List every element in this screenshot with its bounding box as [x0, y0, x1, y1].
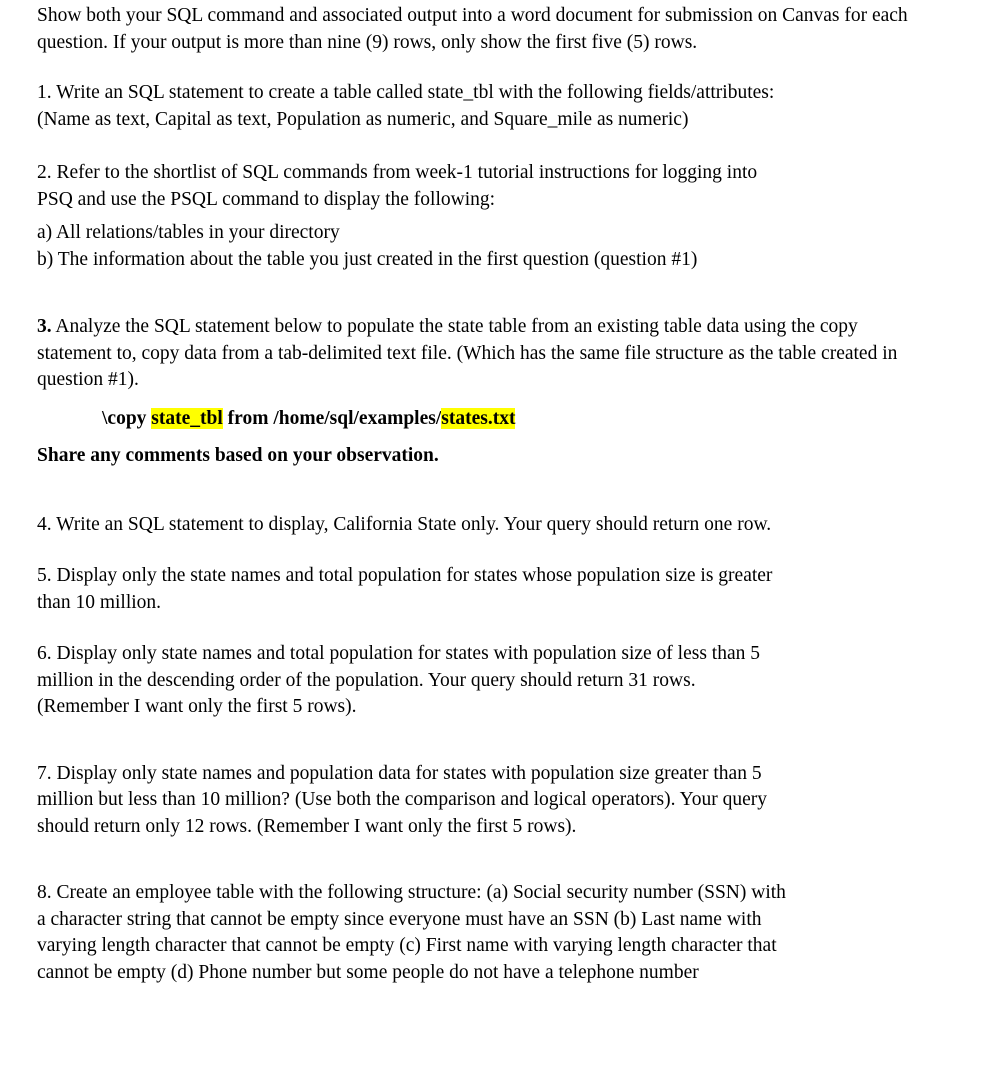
copy-command-table-highlight: state_tbl: [151, 407, 223, 429]
question-2-subitems: [37, 220, 917, 273]
question-3: [37, 314, 917, 394]
question-8-line-2: a character string that cannot be empty since everyone must have an SSN (b) Last name with: [37, 908, 762, 930]
question-8-line-1: 8. Create an employee table with the following structure: (a) Social security number (SSN) with: [37, 882, 786, 903]
question-2-item-a: a) All relations/tables in your directory: [37, 222, 340, 243]
question-7: [37, 761, 917, 841]
question-3-number: 3.: [37, 316, 52, 337]
question-2-line-2: PSQ and use the PSQL command to display the following:: [37, 188, 496, 210]
question-2-line-1: 2. Refer to the shortlist of SQL commands from week-1 tutorial instructions for logging into: [37, 162, 758, 183]
intro-paragraph: Show both your SQL command and associated output into a word document for submission on Canvas for each question. If your output is more than nine (9) rows, only show the first five (5) rows.: [37, 5, 908, 53]
copy-command-file-highlight: states.txt: [441, 407, 516, 429]
question-7-line-2: million but less than 10 million? (Use both the comparison and logical operators). Your query: [37, 789, 768, 810]
question-1-line-2: (Name as text, Capital as text, Population as numeric, and Square_mile as numeric): [37, 108, 689, 130]
question-8-line-3: varying length character that cannot be empty (c) First name with varying length character that: [37, 935, 777, 956]
question-4: 4. Write an SQL statement to display, California State only. Your query should return one row.: [37, 513, 772, 535]
question-7-line-3: should return only 12 rows. (Remember I want only the first 5 rows).: [37, 815, 577, 837]
question-6-line-2: million in the descending order of the population. Your query should return 31 rows.: [37, 669, 696, 691]
question-2: [37, 160, 917, 213]
question-5-line-1: 5. Display only the state names and total population for states whose population size is greater: [37, 565, 773, 586]
question-8-line-4: cannot be empty (d) Phone number but some people do not have a telephone number: [37, 961, 699, 983]
question-3-comment-prompt: Share any comments based on your observation.: [37, 445, 439, 466]
copy-command-part-2: from /home/sql/examples/: [222, 407, 442, 429]
question-7-line-1: 7. Display only state names and population data for states with population size greater than 5: [37, 762, 762, 784]
document-page: [37, 3, 917, 986]
copy-command: [102, 406, 917, 433]
copy-command-part-1: \copy: [102, 407, 152, 429]
question-1-line-1: 1. Write an SQL statement to create a table called state_tbl with the following fields/attributes:: [37, 82, 775, 103]
question-8: [37, 880, 917, 986]
question-3-text: Analyze the SQL statement below to populate the state table from an existing table data using the copy statement to, copy data from a tab-delimited text file. (Which has the same file structure as the table created in question #1).: [37, 316, 898, 390]
question-5-line-2: than 10 million.: [37, 591, 162, 613]
question-1: [37, 80, 917, 133]
question-6-line-1: 6. Display only state names and total population for states with population size of less than 5: [37, 643, 760, 664]
question-5: [37, 563, 917, 616]
question-6-line-3: (Remember I want only the first 5 rows).: [37, 696, 357, 717]
question-2-item-b: b) The information about the table you just created in the first question (question #1): [37, 248, 698, 270]
question-6: [37, 641, 917, 721]
